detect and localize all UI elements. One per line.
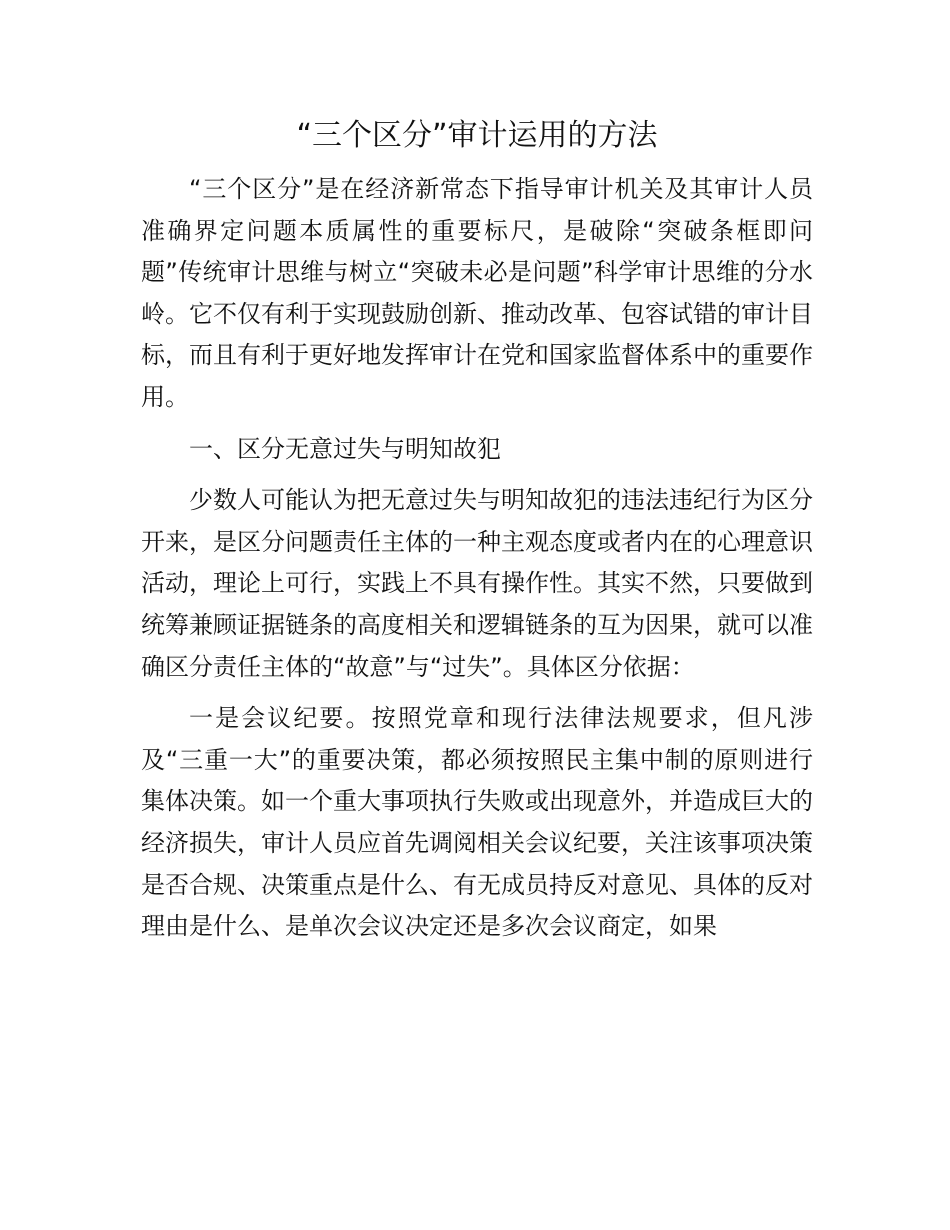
document-title: “三个区分”审计运用的方法 xyxy=(296,118,658,153)
body-paragraph: 一是会议纪要。按照党章和现行法律法规要求，但凡涉及“三重一大”的重要决策，都必须按照民主集中制的原则进行集体决策。如一个重大事项执行失败或出现意外，并造成巨大的经济损失，审计人员应首先调阅相关会议纪要，关注该事项决策是否合规、决策重点是什么、有无成员持反对意见、具体的反对理由是什么、是单次会议决定还是多次会议商定，如果 xyxy=(141,704,813,941)
intro-paragraph: “三个区分”是在经济新常态下指导审计机关及其审计人员准确界定问题本质属性的重要标尺，是破除“突破条框即问题”传统审计思维与树立“突破未必是问题”科学审计思维的分水岭。它不仅有利于实现鼓励创新、推动改革、包容试错的审计目标，而且有利于更好地发挥审计在党和国家监督体系中的重要作用。 xyxy=(141,175,813,411)
document-page xyxy=(141,112,813,948)
body-paragraph: 少数人可能认为把无意过失与明知故犯的违法违纪行为区分开来，是区分问题责任主体的一种主观态度或者内在的心理意识活动，理论上可行，实践上不具有操作性。其实不然，只要做到统筹兼顾证据链条的高度相关和逻辑链条的互为因果，就可以准确区分责任主体的“故意”与“过失”。具体区分依据： xyxy=(141,486,813,681)
section-heading: 一、区分无意过失与明知故犯 xyxy=(189,434,501,463)
